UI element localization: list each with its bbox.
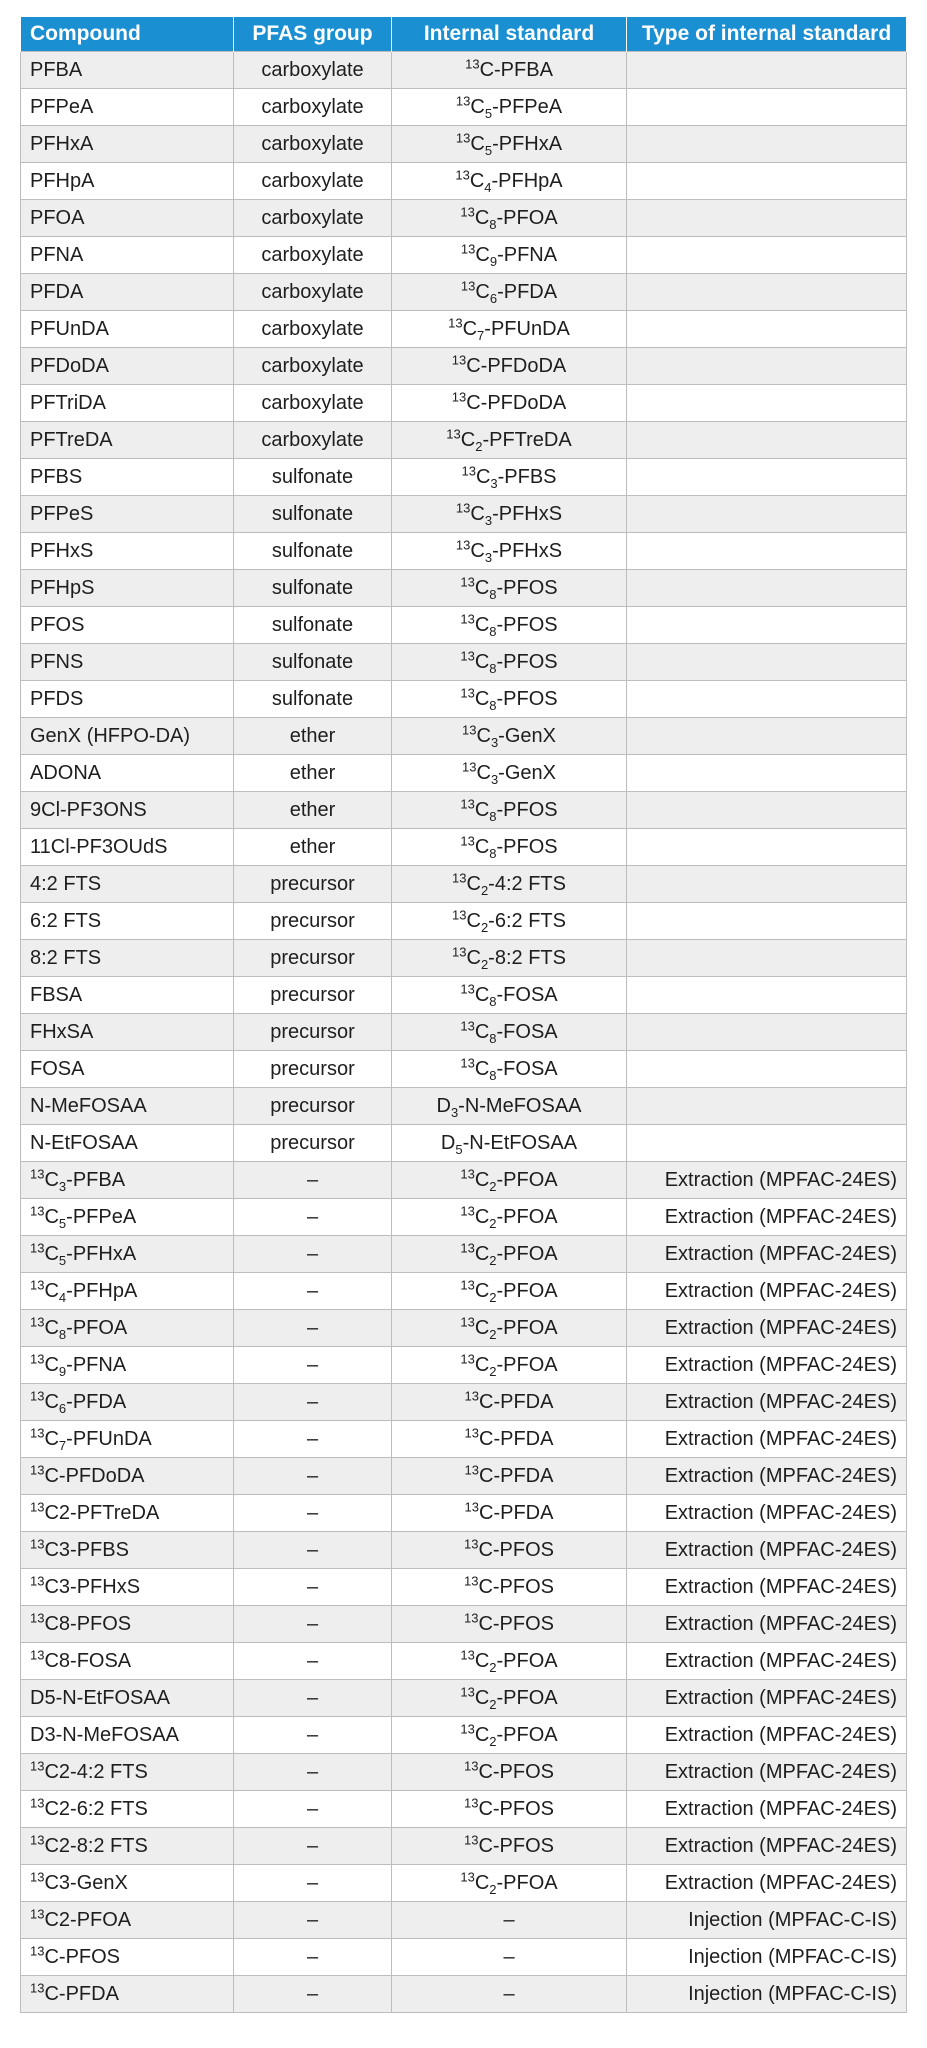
internal-standard-cell: $^{13}C_2$-PFOA — [392, 1680, 627, 1717]
pfas-group-cell: sulfonate — [234, 644, 392, 681]
standard-type-cell: Extraction (MPFAC-24ES) — [627, 1569, 907, 1606]
pfas-group-cell: – — [234, 1495, 392, 1532]
table-row — [21, 237, 907, 274]
table-row — [21, 1273, 907, 1310]
table-row — [21, 385, 907, 422]
compound-cell: PFBS — [21, 459, 234, 496]
table-row — [21, 1421, 907, 1458]
table-row — [21, 1532, 907, 1569]
compound-cell: 9Cl-PF3ONS — [21, 792, 234, 829]
compound-cell: $^{13}C_8$-PFOA — [21, 1310, 234, 1347]
compound-cell: 8:2 FTS — [21, 940, 234, 977]
pfas-group-cell: – — [234, 1199, 392, 1236]
standard-type-cell: Injection (MPFAC-C-IS) — [627, 1976, 907, 2013]
pfas-group-cell: – — [234, 1273, 392, 1310]
internal-standard-cell: $^{13}C_2$-PFOA — [392, 1347, 627, 1384]
internal-standard-cell: $^{13}C_2$-PFOA — [392, 1162, 627, 1199]
compound-cell: $^{13}$C-PFDA — [21, 1976, 234, 2013]
header-type-of-internal-standard: Type of internal standard — [627, 17, 907, 52]
table-row — [21, 1754, 907, 1791]
compound-cell: N-MeFOSAA — [21, 1088, 234, 1125]
internal-standard-cell: $^{13}$C-PFOS — [392, 1532, 627, 1569]
compound-cell: D5-N-EtFOSAA — [21, 1680, 234, 1717]
standard-type-cell: Extraction (MPFAC-24ES) — [627, 1606, 907, 1643]
internal-standard-cell: $^{13}C_2$-PFOA — [392, 1717, 627, 1754]
compound-cell: $^{13}C_7$-PFUnDA — [21, 1421, 234, 1458]
table-row — [21, 977, 907, 1014]
compound-cell: N-EtFOSAA — [21, 1125, 234, 1162]
pfas-group-cell: – — [234, 1754, 392, 1791]
internal-standard-cell: $^{13}C_8$-PFOS — [392, 681, 627, 718]
standard-type-cell — [627, 718, 907, 755]
standard-type-cell — [627, 644, 907, 681]
standard-type-cell — [627, 237, 907, 274]
internal-standard-cell: $^{13}C_5$-PFHxA — [392, 126, 627, 163]
internal-standard-cell: $^{13}C_7$-PFUnDA — [392, 311, 627, 348]
pfas-group-cell: sulfonate — [234, 607, 392, 644]
compound-cell: PFDS — [21, 681, 234, 718]
compound-cell: $^{13}$C8-PFOS — [21, 1606, 234, 1643]
pfas-group-cell: – — [234, 1310, 392, 1347]
table-row — [21, 1791, 907, 1828]
table-row — [21, 89, 907, 126]
internal-standard-cell: $^{13}$C-PFDoDA — [392, 385, 627, 422]
table-row — [21, 126, 907, 163]
standard-type-cell — [627, 274, 907, 311]
internal-standard-cell: $^{13}$C-PFDoDA — [392, 348, 627, 385]
table-row — [21, 1088, 907, 1125]
internal-standard-cell: $^{13}C_2$-PFOA — [392, 1310, 627, 1347]
internal-standard-cell: $^{13}$C-PFBA — [392, 52, 627, 89]
standard-type-cell — [627, 866, 907, 903]
internal-standard-cell: $^{13}$C-PFOS — [392, 1569, 627, 1606]
internal-standard-cell: $^{13}$C-PFOS — [392, 1754, 627, 1791]
pfas-group-cell: – — [234, 1421, 392, 1458]
pfas-group-cell: – — [234, 1865, 392, 1902]
standard-type-cell — [627, 348, 907, 385]
internal-standard-cell: $^{13}C_3$-PFHxS — [392, 533, 627, 570]
pfas-group-cell: – — [234, 1236, 392, 1273]
internal-standard-cell: $^{13}C_8$-PFOS — [392, 829, 627, 866]
table-row — [21, 1310, 907, 1347]
table-row — [21, 1384, 907, 1421]
pfas-group-cell: – — [234, 1976, 392, 2013]
compound-cell: 6:2 FTS — [21, 903, 234, 940]
pfas-group-cell: carboxylate — [234, 348, 392, 385]
compound-cell: PFHpS — [21, 570, 234, 607]
internal-standard-cell: $^{13}C_8$-PFOS — [392, 570, 627, 607]
internal-standard-cell: $^{13}C_8$-FOSA — [392, 977, 627, 1014]
table-row — [21, 1569, 907, 1606]
compound-cell: $^{13}$C-PFDoDA — [21, 1458, 234, 1495]
pfas-group-cell: carboxylate — [234, 52, 392, 89]
pfas-group-cell: carboxylate — [234, 274, 392, 311]
internal-standard-cell: – — [392, 1902, 627, 1939]
internal-standard-cell: $^{13}C_2$-PFOA — [392, 1273, 627, 1310]
pfas-group-cell: precursor — [234, 903, 392, 940]
pfas-group-cell: carboxylate — [234, 163, 392, 200]
table-row — [21, 1976, 907, 2013]
pfas-group-cell: precursor — [234, 1088, 392, 1125]
compound-cell: PFPeA — [21, 89, 234, 126]
standard-type-cell — [627, 52, 907, 89]
compound-cell: GenX (HFPO-DA) — [21, 718, 234, 755]
compound-cell: PFHxA — [21, 126, 234, 163]
internal-standard-cell: $^{13}C_2$-PFOA — [392, 1865, 627, 1902]
compound-cell: FBSA — [21, 977, 234, 1014]
table-row — [21, 1828, 907, 1865]
compound-cell: $^{13}$C2-6:2 FTS — [21, 1791, 234, 1828]
table-row — [21, 866, 907, 903]
header-pfas-group: PFAS group — [234, 17, 392, 52]
internal-standard-cell: $^{13}$C-PFDA — [392, 1384, 627, 1421]
compound-cell: 4:2 FTS — [21, 866, 234, 903]
table-row — [21, 829, 907, 866]
table-body — [21, 52, 907, 2013]
table-row — [21, 1717, 907, 1754]
pfas-group-cell: precursor — [234, 1014, 392, 1051]
internal-standard-cell: $^{13}C_2-4:2$ FTS — [392, 866, 627, 903]
table-row — [21, 348, 907, 385]
pfas-group-cell: carboxylate — [234, 422, 392, 459]
pfas-group-cell: – — [234, 1458, 392, 1495]
table-row — [21, 422, 907, 459]
internal-standard-cell: $^{13}C_3$-PFHxS — [392, 496, 627, 533]
compound-cell: $^{13}C_3$-PFBA — [21, 1162, 234, 1199]
standard-type-cell: Extraction (MPFAC-24ES) — [627, 1828, 907, 1865]
compound-cell: 11Cl-PF3OUdS — [21, 829, 234, 866]
standard-type-cell: Extraction (MPFAC-24ES) — [627, 1680, 907, 1717]
compound-cell: ADONA — [21, 755, 234, 792]
table-row — [21, 52, 907, 89]
pfas-group-cell: ether — [234, 792, 392, 829]
compound-cell: FOSA — [21, 1051, 234, 1088]
compound-cell: $^{13}$C2-PFTreDA — [21, 1495, 234, 1532]
compound-cell: PFNS — [21, 644, 234, 681]
table-row — [21, 496, 907, 533]
table-row — [21, 1643, 907, 1680]
table-row — [21, 533, 907, 570]
pfas-group-cell: carboxylate — [234, 311, 392, 348]
internal-standard-cell: $^{13}C_2$-PFOA — [392, 1199, 627, 1236]
pfas-group-cell: – — [234, 1939, 392, 1976]
table-row — [21, 1199, 907, 1236]
standard-type-cell: Extraction (MPFAC-24ES) — [627, 1199, 907, 1236]
compound-cell: PFUnDA — [21, 311, 234, 348]
compound-cell: FHxSA — [21, 1014, 234, 1051]
standard-type-cell: Injection (MPFAC-C-IS) — [627, 1902, 907, 1939]
header-row — [21, 17, 907, 52]
compound-cell: $^{13}C_5$-PFPeA — [21, 1199, 234, 1236]
table-row — [21, 1902, 907, 1939]
standard-type-cell — [627, 1014, 907, 1051]
standard-type-cell: Extraction (MPFAC-24ES) — [627, 1791, 907, 1828]
compound-cell: $^{13}C_6$-PFDA — [21, 1384, 234, 1421]
internal-standard-cell: $^{13}C_9$-PFNA — [392, 237, 627, 274]
internal-standard-cell: $^{13}C_5$-PFPeA — [392, 89, 627, 126]
table-row — [21, 570, 907, 607]
standard-type-cell: Extraction (MPFAC-24ES) — [627, 1532, 907, 1569]
standard-type-cell — [627, 126, 907, 163]
pfas-group-cell: – — [234, 1162, 392, 1199]
compound-cell: PFOS — [21, 607, 234, 644]
compound-cell: $^{13}$C3-PFBS — [21, 1532, 234, 1569]
internal-standard-cell: $D_3-N$-MeFOSAA — [392, 1088, 627, 1125]
table-header — [21, 17, 907, 52]
compound-cell: $^{13}C_4$-PFHpA — [21, 1273, 234, 1310]
compound-cell: $^{13}$C3-GenX — [21, 1865, 234, 1902]
standard-type-cell: Extraction (MPFAC-24ES) — [627, 1421, 907, 1458]
pfas-group-cell: precursor — [234, 940, 392, 977]
standard-type-cell: Extraction (MPFAC-24ES) — [627, 1273, 907, 1310]
compound-cell: $^{13}$C2-8:2 FTS — [21, 1828, 234, 1865]
compound-cell: $^{13}$C8-FOSA — [21, 1643, 234, 1680]
internal-standard-cell: $^{13}C_2-8:2$ FTS — [392, 940, 627, 977]
standard-type-cell — [627, 607, 907, 644]
compound-cell: $^{13}$C2-4:2 FTS — [21, 1754, 234, 1791]
table-row — [21, 1680, 907, 1717]
standard-type-cell: Extraction (MPFAC-24ES) — [627, 1865, 907, 1902]
pfas-group-cell: ether — [234, 718, 392, 755]
table-row — [21, 1865, 907, 1902]
compound-cell: $^{13}$C2-PFOA — [21, 1902, 234, 1939]
pfas-group-cell: carboxylate — [234, 200, 392, 237]
internal-standard-cell: $^{13}$C-PFOS — [392, 1791, 627, 1828]
standard-type-cell — [627, 570, 907, 607]
compound-cell: $^{13}C_5$-PFHxA — [21, 1236, 234, 1273]
pfas-group-cell: – — [234, 1828, 392, 1865]
compound-cell: D3-N-MeFOSAA — [21, 1717, 234, 1754]
table-row — [21, 718, 907, 755]
table-row — [21, 644, 907, 681]
internal-standard-cell: – — [392, 1939, 627, 1976]
table-row — [21, 1014, 907, 1051]
standard-type-cell — [627, 311, 907, 348]
internal-standard-cell: $^{13}C_2$-PFOA — [392, 1643, 627, 1680]
pfas-group-cell: sulfonate — [234, 533, 392, 570]
pfas-group-cell: carboxylate — [234, 89, 392, 126]
pfas-group-cell: carboxylate — [234, 385, 392, 422]
internal-standard-cell: $^{13}$C-PFOS — [392, 1828, 627, 1865]
pfas-group-cell: precursor — [234, 866, 392, 903]
internal-standard-cell: – — [392, 1976, 627, 2013]
table-row — [21, 459, 907, 496]
compound-cell: PFHpA — [21, 163, 234, 200]
pfas-group-cell: ether — [234, 755, 392, 792]
table-row — [21, 1458, 907, 1495]
standard-type-cell — [627, 200, 907, 237]
standard-type-cell: Extraction (MPFAC-24ES) — [627, 1347, 907, 1384]
internal-standard-cell: $D_5-N$-EtFOSAA — [392, 1125, 627, 1162]
standard-type-cell: Extraction (MPFAC-24ES) — [627, 1495, 907, 1532]
internal-standard-cell: $^{13}C_6$-PFDA — [392, 274, 627, 311]
standard-type-cell — [627, 533, 907, 570]
pfas-group-cell: precursor — [234, 1125, 392, 1162]
pfas-group-cell: carboxylate — [234, 237, 392, 274]
table-row — [21, 163, 907, 200]
table-row — [21, 792, 907, 829]
table-row — [21, 1162, 907, 1199]
pfas-group-cell: – — [234, 1606, 392, 1643]
pfas-internal-standard-table — [20, 17, 907, 2013]
internal-standard-cell: $^{13}$C-PFDA — [392, 1421, 627, 1458]
compound-cell: PFNA — [21, 237, 234, 274]
internal-standard-cell: $^{13}C_2$-PFOA — [392, 1236, 627, 1273]
compound-cell: PFBA — [21, 52, 234, 89]
standard-type-cell — [627, 163, 907, 200]
internal-standard-cell: $^{13}C_2$-PFTreDA — [392, 422, 627, 459]
standard-type-cell — [627, 385, 907, 422]
compound-cell: PFHxS — [21, 533, 234, 570]
compound-cell: $^{13}C_9$-PFNA — [21, 1347, 234, 1384]
standard-type-cell — [627, 1051, 907, 1088]
pfas-group-cell: – — [234, 1347, 392, 1384]
table-row — [21, 1125, 907, 1162]
internal-standard-cell: $^{13}C_8$-PFOS — [392, 644, 627, 681]
internal-standard-cell: $^{13}$C-PFDA — [392, 1458, 627, 1495]
internal-standard-cell: $^{13}$C-PFDA — [392, 1495, 627, 1532]
pfas-group-cell: sulfonate — [234, 570, 392, 607]
pfas-group-cell: – — [234, 1717, 392, 1754]
standard-type-cell — [627, 496, 907, 533]
standard-type-cell — [627, 89, 907, 126]
standard-type-cell: Extraction (MPFAC-24ES) — [627, 1754, 907, 1791]
pfas-group-cell: – — [234, 1902, 392, 1939]
pfas-group-cell: – — [234, 1384, 392, 1421]
pfas-group-cell: precursor — [234, 977, 392, 1014]
standard-type-cell: Extraction (MPFAC-24ES) — [627, 1458, 907, 1495]
internal-standard-cell: $^{13}C_8$-PFOA — [392, 200, 627, 237]
compound-cell: PFDA — [21, 274, 234, 311]
pfas-group-cell: – — [234, 1532, 392, 1569]
table-row — [21, 903, 907, 940]
table-row — [21, 1051, 907, 1088]
standard-type-cell — [627, 755, 907, 792]
pfas-group-cell: sulfonate — [234, 496, 392, 533]
compound-cell: PFPeS — [21, 496, 234, 533]
table-row — [21, 1495, 907, 1532]
pfas-group-cell: carboxylate — [234, 126, 392, 163]
standard-type-cell — [627, 1088, 907, 1125]
standard-type-cell: Extraction (MPFAC-24ES) — [627, 1643, 907, 1680]
standard-type-cell — [627, 940, 907, 977]
standard-type-cell: Extraction (MPFAC-24ES) — [627, 1384, 907, 1421]
table-row — [21, 755, 907, 792]
standard-type-cell: Extraction (MPFAC-24ES) — [627, 1717, 907, 1754]
standard-type-cell: Extraction (MPFAC-24ES) — [627, 1236, 907, 1273]
standard-type-cell: Extraction (MPFAC-24ES) — [627, 1310, 907, 1347]
table-row — [21, 681, 907, 718]
pfas-group-cell: – — [234, 1643, 392, 1680]
table-row — [21, 200, 907, 237]
pfas-group-cell: – — [234, 1569, 392, 1606]
internal-standard-cell: $^{13}C_3$-GenX — [392, 718, 627, 755]
standard-type-cell — [627, 681, 907, 718]
pfas-group-cell: precursor — [234, 1051, 392, 1088]
table-row — [21, 1606, 907, 1643]
internal-standard-cell: $^{13}$C-PFOS — [392, 1606, 627, 1643]
internal-standard-cell: $^{13}C_3$-PFBS — [392, 459, 627, 496]
table-container — [20, 17, 906, 2013]
table-row — [21, 1236, 907, 1273]
pfas-group-cell: – — [234, 1680, 392, 1717]
internal-standard-cell: $^{13}C_2-6:2$ FTS — [392, 903, 627, 940]
compound-cell: PFTriDA — [21, 385, 234, 422]
table-row — [21, 1939, 907, 1976]
standard-type-cell — [627, 792, 907, 829]
standard-type-cell — [627, 829, 907, 866]
table-row — [21, 607, 907, 644]
table-row — [21, 1347, 907, 1384]
pfas-group-cell: sulfonate — [234, 681, 392, 718]
table-row — [21, 274, 907, 311]
internal-standard-cell: $^{13}C_4$-PFHpA — [392, 163, 627, 200]
header-internal-standard: Internal standard — [392, 17, 627, 52]
internal-standard-cell: $^{13}C_8$-FOSA — [392, 1051, 627, 1088]
compound-cell: $^{13}$C-PFOS — [21, 1939, 234, 1976]
standard-type-cell — [627, 422, 907, 459]
compound-cell: $^{13}$C3-PFHxS — [21, 1569, 234, 1606]
pfas-group-cell: ether — [234, 829, 392, 866]
standard-type-cell — [627, 977, 907, 1014]
standard-type-cell: Injection (MPFAC-C-IS) — [627, 1939, 907, 1976]
standard-type-cell: Extraction (MPFAC-24ES) — [627, 1162, 907, 1199]
pfas-group-cell: – — [234, 1791, 392, 1828]
pfas-group-cell: sulfonate — [234, 459, 392, 496]
internal-standard-cell: $^{13}C_8$-PFOS — [392, 607, 627, 644]
standard-type-cell — [627, 903, 907, 940]
compound-cell: PFTreDA — [21, 422, 234, 459]
header-compound: Compound — [21, 17, 234, 52]
table-row — [21, 311, 907, 348]
standard-type-cell — [627, 1125, 907, 1162]
internal-standard-cell: $^{13}C_8$-PFOS — [392, 792, 627, 829]
standard-type-cell — [627, 459, 907, 496]
internal-standard-cell: $^{13}C_3$-GenX — [392, 755, 627, 792]
compound-cell: PFOA — [21, 200, 234, 237]
table-row — [21, 940, 907, 977]
internal-standard-cell: $^{13}C_8$-FOSA — [392, 1014, 627, 1051]
compound-cell: PFDoDA — [21, 348, 234, 385]
